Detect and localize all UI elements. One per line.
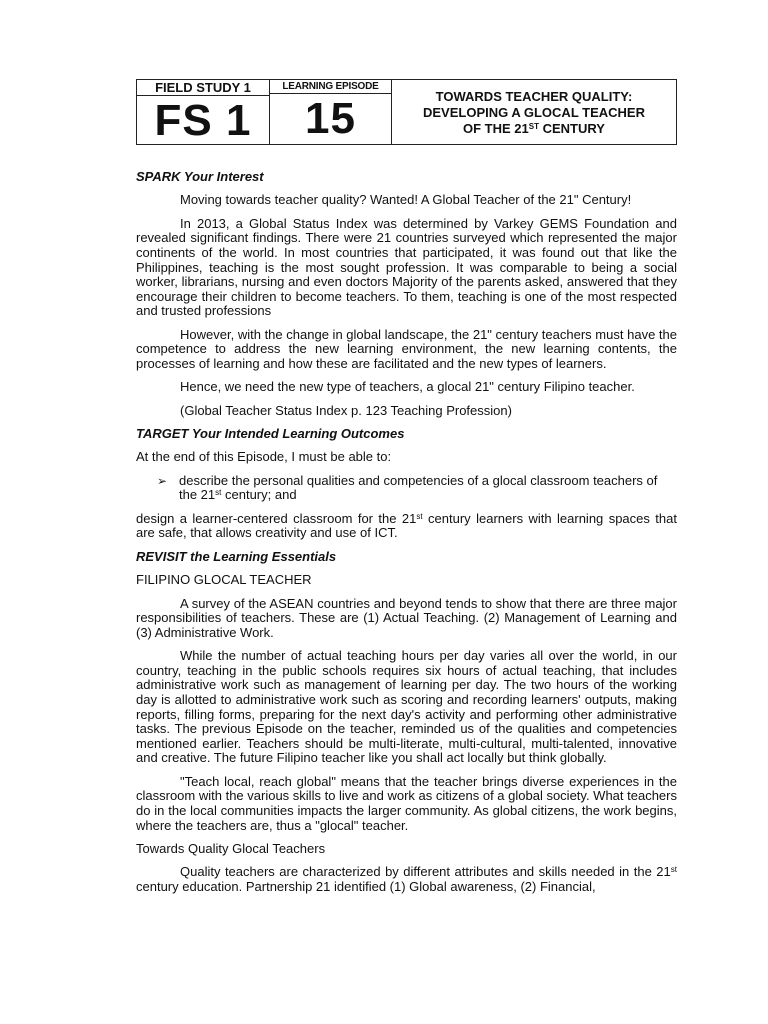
spark-heading: SPARK Your Interest (136, 169, 264, 184)
revisit-heading: REVISIT the Learning Essentials (136, 548, 337, 564)
outcome-bullet (136, 474, 677, 503)
spark-paragraph-4: Hence, we need the new type of teachers, a glocal 21" century Filipino teacher. (180, 379, 635, 395)
outcome-design: design a learner-centered classroom for the 21st century learners with learning spaces that are safe, that allows creativity and use of ICT. (136, 510, 677, 541)
revisit-subheading-2: Towards Quality Glocal Teachers (136, 840, 326, 856)
field-study-cell (137, 80, 270, 144)
episode-number: 15 (305, 94, 356, 143)
field-study-code: FS 1 (154, 96, 252, 145)
title-line-1: TOWARDS TEACHER QUALITY: (435, 89, 633, 104)
revisit-paragraph-1: A survey of the ASEAN countries and beyond tends to show that there are three major responsibilities of teachers. These are (1) Actual Teaching. (2) Management of Learning and (3) Administrative Work. (136, 595, 677, 640)
spark-paragraph-1: Moving towards teacher quality? Wanted! A Global Teacher of the 21" Century! (180, 192, 632, 208)
episode-cell (270, 80, 392, 144)
document-body (136, 170, 677, 903)
episode-label: LEARNING EPISODE (270, 80, 391, 94)
title-line-3: OF THE 21ST CENTURY (463, 121, 605, 136)
arrow-bullet-icon: ➢ (157, 473, 168, 488)
episode-header (136, 79, 677, 145)
revisit-subheading: FILIPINO GLOCAL TEACHER (136, 572, 312, 588)
revisit-paragraph-3: "Teach local, reach global" means that the teacher brings diverse experiences in the classroom with the various skills to live and work as citizens of a global society. What teachers do in the local communities impacts the larger community. As global citizens, the work begins, where the teachers are, thus a "glocal" teacher. (136, 773, 677, 833)
target-intro: At the end of this Episode, I must be able to: (136, 449, 392, 465)
episode-title (392, 80, 676, 144)
revisit-paragraph-4: Quality teachers are characterized by different attributes and skills needed in the 21st century education. Partnership 21 identified (1) Global awareness, (2) Financial, (136, 864, 677, 894)
spark-paragraph-2: In 2013, a Global Status Index was determined by Varkey GEMS Foundation and revealed significant findings. There were 21 countries surveyed which represented the major continents of the world. In most countries that participated, it was found out that like the Philippines, teaching is the most sought profession. It was comparable to being a social worker, librarians, nursing and even doctors Majority of the parents asked, answered that they encourage their children to become teachers. To them, teaching is one of the most respected and trusted professions (136, 215, 677, 319)
target-heading: TARGET Your Intended Learning Outcomes (136, 426, 405, 442)
field-study-label: FIELD STUDY 1 (137, 80, 269, 96)
title-line-2: DEVELOPING A GLOCAL TEACHER (423, 105, 645, 120)
spark-paragraph-3: However, with the change in global landscape, the 21" century teachers must have the competence to address the new learning environment, the new learning contents, the processes of learning and how these are facilitated and the new types of learners. (136, 326, 677, 371)
spark-citation: (Global Teacher Status Index p. 123 Teaching Profession) (180, 402, 512, 418)
outcome-bullet-text: describe the personal qualities and competencies of a glocal classroom teachers of the 21st century; and (179, 472, 658, 503)
revisit-paragraph-2: While the number of actual teaching hours per day varies all over the world, in our country, teaching in the public schools requires six hours of actual teaching, that includes administrative work such as management of learning per day. The two hours of the working day is allotted to administrative work such as scoring and recording learners' outputs, making reports, filling forms, preparing for the next day's activity and performing other administrative tasks. The previous Episode on the teacher, reminded us of the qualities and competencies mentioned earlier. Teachers should be multi-literate, multi-cultural, multi-talented, innovative and creative. The future Filipino teacher like you shall act locally but think globally. (136, 648, 677, 766)
